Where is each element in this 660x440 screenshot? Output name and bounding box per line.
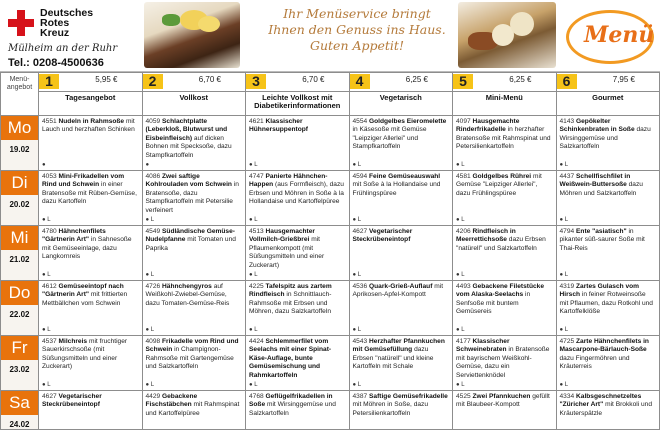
meal-title: Schlemmerfilet vom Seelachs mit einer Spinat-Käse-Auflage, bunte Gemüsemischung und Rahmkartoffeln <box>249 338 332 379</box>
menu-price: 7,95 € <box>612 75 635 84</box>
phone-number: Tel.: 0208-4500636 <box>8 57 104 69</box>
meal-title: Gebackene Fischstäbchen <box>145 393 198 409</box>
menu-number: 2 <box>143 74 163 89</box>
day-row-mo <box>1 116 660 171</box>
meal-cell[interactable] <box>349 391 453 430</box>
meal-title: Milchreis <box>58 338 88 345</box>
meal-code: 4493 <box>456 283 471 290</box>
meal-code: 4424 <box>249 338 264 345</box>
allergen-icons: ● L <box>559 161 569 168</box>
day-cell <box>1 116 39 171</box>
day-abbr: Mo <box>1 116 38 140</box>
meal-cell[interactable] <box>246 391 350 430</box>
meal-description: mit Lauch und herzhaften Schinken <box>42 118 135 134</box>
meal-title: Klassischer Schweinebraten <box>456 338 510 354</box>
menu-name: Vegetarisch <box>349 92 453 116</box>
meal-cell[interactable] <box>453 391 557 430</box>
meal-code: 4437 <box>559 173 575 180</box>
meal-title: Gemüseeintopf nach "Gärtnerin Art" <box>42 283 124 299</box>
meal-description: dazu Wirsinggemüse und Salzkartoffeln <box>559 126 651 151</box>
meal-description: auf dicken Bohnen mit Specksoße, dazu Stampfkartoffeln <box>145 134 232 159</box>
meal-description: mit Soße à la Hollandaise und Frühlingspüree <box>352 181 441 197</box>
allergen-icons: ● L <box>145 271 155 278</box>
meal-cell[interactable] <box>453 116 557 171</box>
meal-title: Zartes Gulasch vom Hirsch <box>559 283 640 299</box>
meal-description: in pikanter süß-saurer Soße mit Thai-Reis <box>559 228 645 252</box>
menu-price: 5,95 € <box>95 75 118 84</box>
day-date: 20.02 <box>9 200 30 209</box>
meal-title: Vegetarischer Steckrübeneintopf <box>352 228 413 244</box>
menu-name: Tagesangebot <box>39 92 143 116</box>
slogan: Ihr Menüservice bringt Ihnen den Genuss ins Haus. Guten Appetit! <box>268 6 446 53</box>
meal-title: Goldgelbes Rührei <box>472 173 532 180</box>
meal-title: Rindfleisch in Meerrettichsoße <box>456 228 516 244</box>
meal-title: Zwei saftige Kohlrouladen vom Schwein <box>145 173 232 189</box>
meal-title: Goldgelbes Eieromelette <box>369 118 447 125</box>
meal-title: Tafelspitz aus zartem Rindfleisch <box>249 283 332 299</box>
allergen-icons: ● L <box>249 271 258 278</box>
meal-code: 4627 <box>352 228 368 235</box>
meal-code: 4543 <box>352 338 368 345</box>
meal-code: 4086 <box>145 173 161 180</box>
meal-code: 4525 <box>456 393 471 400</box>
allergen-icons: ● L <box>352 271 362 278</box>
allergen-icons: ● L <box>145 216 155 223</box>
meal-cell[interactable] <box>349 281 453 336</box>
meal-cell[interactable] <box>39 336 143 391</box>
allergen-icons: ● L <box>145 381 155 388</box>
allergen-icons: ● L <box>249 161 258 168</box>
meal-description: mit Brokkoli und Kräuterspätzle <box>559 401 653 417</box>
food-photo-meat <box>144 2 240 68</box>
meal-description: dazu Erbsen "natürell" und kleine Kartoffeln mit Schale <box>352 346 434 371</box>
drk-logo <box>6 6 136 69</box>
menu-name: Mini-Menü <box>453 92 557 116</box>
allergen-icons: ● L <box>42 326 51 333</box>
allergen-icons: ● L <box>42 381 51 388</box>
meal-description: (aus Formfleisch), dazu Erbsen und Möhren in Soße à la Hollandaise und Kartoffelpüree <box>249 181 344 206</box>
meal-description: in einer Bratensoße mit Rüben-Gemüse, dazu Kartoffeln <box>42 181 137 206</box>
menu-2-header <box>142 73 246 92</box>
meal-title: Frikadelle vom Rind und Schwein <box>145 338 239 354</box>
allergen-icons: ● L <box>42 216 51 223</box>
meal-title: Hausgemachter Vollmilch-Grießbrei <box>249 228 315 244</box>
day-abbr: Di <box>1 171 38 195</box>
menu-number: 6 <box>557 74 577 89</box>
menue-badge: Menü <box>566 4 654 66</box>
meal-code: 4143 <box>559 118 575 125</box>
allergen-icons: ● L <box>249 326 258 333</box>
menu-name: Gourmet <box>556 92 660 116</box>
meal-title: Feine Gemüseauswahl <box>369 173 441 180</box>
meal-description: mit Gemüse "Leipziger Allerlei", dazu Frühlingspüree <box>456 173 542 197</box>
day-cell <box>1 281 39 336</box>
meal-code: 4780 <box>42 228 57 235</box>
meal-cell[interactable] <box>246 281 350 336</box>
header <box>0 0 660 72</box>
day-row-mi <box>1 226 660 281</box>
meal-title: Klassischer Hühnersuppentopf <box>249 118 308 134</box>
allergen-icons: ● L <box>352 216 362 223</box>
allergen-icons: ● L <box>352 161 362 168</box>
menu-offer-label: Menü-angebot <box>1 73 39 116</box>
org-name: Deutsches Rotes Kreuz <box>40 7 94 39</box>
menu-price: 6,70 € <box>198 75 221 84</box>
meal-title: Schellfischfilet in Weißwein-Buttersoße <box>559 173 631 189</box>
city-name: Mülheim an der Ruhr <box>8 43 118 54</box>
meal-code: 4387 <box>352 393 368 400</box>
meal-title: Hähnchengyros <box>162 283 212 290</box>
meal-code: 4768 <box>249 393 264 400</box>
meal-description: mit Wirsinggemüse und Salzkartoffeln <box>249 401 336 417</box>
meal-cell[interactable] <box>453 226 557 281</box>
allergen-icons: ● <box>42 161 46 168</box>
meal-code: 4319 <box>559 283 575 290</box>
meal-cell[interactable] <box>349 226 453 281</box>
meal-description: mit Tomaten und Paprika <box>145 236 236 252</box>
meal-title: Geflügelfrikadellen in Soße <box>249 393 333 409</box>
meal-cell[interactable] <box>142 391 246 430</box>
meal-code: 4747 <box>249 173 264 180</box>
day-row-sa <box>1 391 660 430</box>
meal-cell[interactable] <box>453 336 557 391</box>
meal-description: dazu Erbsen "natürell" und Salzkartoffeln <box>456 236 546 252</box>
meal-code: 4429 <box>145 393 161 400</box>
menu-number: 4 <box>350 74 370 89</box>
meal-code: 4726 <box>145 283 161 290</box>
day-row-di <box>1 171 660 226</box>
meal-title: Südländische Gemüse-Nudelpfanne <box>145 228 235 244</box>
day-cell <box>1 336 39 391</box>
menu-price: 6,25 € <box>509 75 532 84</box>
meal-cell[interactable] <box>142 116 246 171</box>
meal-code: 4059 <box>145 118 161 125</box>
allergen-icons: ● L <box>352 381 362 388</box>
meal-title: Zarte Hähnchenfilets in Mascarpone-Bärlauch-Soße <box>559 338 649 354</box>
meal-cell[interactable] <box>349 116 453 171</box>
day-cell <box>1 226 39 281</box>
meal-cell[interactable] <box>453 281 557 336</box>
meal-title: Gebackene Filetstücke vom Alaska-Seelachs <box>456 283 544 299</box>
day-abbr: Do <box>1 281 38 305</box>
day-cell <box>1 391 39 430</box>
menu-1-header <box>39 73 143 92</box>
meal-title: Quark-Grieß-Auflauf <box>369 283 433 290</box>
menu-5-header <box>453 73 557 92</box>
meal-title: Mini-Frikadellen vom Rind und Schwein <box>42 173 125 189</box>
meal-description: in herzhafter Bratensoße mit Rahmspinat und Petersilienkartoffeln <box>456 126 551 151</box>
allergen-icons: ● L <box>456 271 465 278</box>
meal-code: 4334 <box>559 393 575 400</box>
meal-title: Kalbsgeschnetzeltes "Züricher Art" <box>559 393 642 409</box>
meal-cell[interactable] <box>556 171 660 226</box>
meal-code: 4225 <box>249 283 264 290</box>
menu-3-header <box>246 73 350 92</box>
menu-name: Leichte Vollkost mit Diabetikerinformationen <box>246 92 350 116</box>
meal-cell[interactable] <box>39 281 143 336</box>
meal-code: 4098 <box>145 338 161 345</box>
menu-table <box>0 72 660 430</box>
meal-cell[interactable] <box>556 391 660 430</box>
meal-title: Ente "asiatisch" <box>576 228 627 235</box>
meal-code: 4549 <box>145 228 161 235</box>
meal-description: in Schnittlauch-Rahmsoße mit Erbsen und Möhren, dazu Salzkartoffeln <box>249 291 332 316</box>
meal-description: gefüllt mit Blaubeer-Kompott <box>456 393 550 409</box>
meal-title: Panierte Hähnchen-Happen <box>249 173 328 189</box>
meal-description: mit Pflaumenkompott (mit Süßungsmitteln und einer Zuckerart) <box>249 236 325 269</box>
meal-code: 4097 <box>456 118 471 125</box>
meal-title: Herzhafter Pfannkuchen mit Gemüsefüllung <box>352 338 445 354</box>
meal-description: in feiner Rotweinsoße mit Pflaumen, dazu Rotkohl und Kartoffelklöße <box>559 291 653 316</box>
menu-4-header <box>349 73 453 92</box>
meal-description: mit Aprikosen-Apfel-Kompott <box>352 283 444 299</box>
meal-cell[interactable] <box>246 336 350 391</box>
meal-code: 4536 <box>352 283 368 290</box>
menu-name: Vollkost <box>142 92 246 116</box>
meal-code: 4053 <box>42 173 57 180</box>
meal-code: 4537 <box>42 338 57 345</box>
meal-description: mit fruchtiger Sauerkirschsoße (mit Süßungsmitteln und einer Zuckerart) <box>42 338 128 371</box>
meal-code: 4594 <box>352 173 368 180</box>
day-date: 23.02 <box>9 365 30 374</box>
day-row-fr <box>1 336 660 391</box>
day-date: 24.02 <box>9 420 30 429</box>
day-cell <box>1 171 39 226</box>
meal-cell[interactable] <box>142 171 246 226</box>
meal-code: 4621 <box>249 118 264 125</box>
allergen-icons: ● L <box>456 216 465 223</box>
menu-number: 1 <box>39 74 59 89</box>
meal-cell[interactable] <box>142 336 246 391</box>
menu-number: 5 <box>453 74 473 89</box>
allergen-icons: ● L <box>145 326 155 333</box>
meal-title: Hähnchenfilets "Gärtnerin Art" <box>42 228 106 244</box>
meal-cell[interactable] <box>246 226 350 281</box>
day-date: 21.02 <box>9 255 30 264</box>
day-abbr: Mi <box>1 226 38 250</box>
meal-cell[interactable] <box>39 116 143 171</box>
allergen-icons: ● L <box>456 161 465 168</box>
meal-code: 4206 <box>456 228 471 235</box>
meal-description: in Bratensoße, dazu Stampfkartoffeln mit Petersilie verfeinert <box>145 181 239 214</box>
day-abbr: Fr <box>1 336 38 360</box>
meal-cell[interactable] <box>556 281 660 336</box>
meal-cell[interactable] <box>246 116 350 171</box>
meal-cell[interactable] <box>39 226 143 281</box>
meal-cell[interactable] <box>39 391 143 430</box>
meal-code: 4177 <box>456 338 471 345</box>
meal-title: Zwei Pfannkuchen <box>472 393 531 400</box>
meal-code: 4551 <box>42 118 57 125</box>
day-date: 19.02 <box>9 145 30 154</box>
allergen-icons: ● L <box>456 381 465 388</box>
meal-title: Schlachtplatte (Leberkloß, Blutwurst und Eisbeinfleisch) <box>145 118 228 142</box>
red-cross-icon <box>8 10 34 36</box>
meal-cell[interactable] <box>142 281 246 336</box>
meal-cell[interactable] <box>39 171 143 226</box>
meal-code: 4612 <box>42 283 57 290</box>
meal-description: in Champignon-Rahmsoße mit Gartengemüse und Salzkartoffeln <box>145 346 234 371</box>
meal-cell[interactable] <box>556 116 660 171</box>
allergen-icons: ● L <box>559 271 569 278</box>
meal-description: mit frittierten Mettbällchen vom Schwein <box>42 291 128 307</box>
meal-description: mit Möhren in Soße, dazu Petersilienkartoffeln <box>352 401 428 417</box>
allergen-icons: ● L <box>559 216 569 223</box>
allergen-icons: ● L <box>352 326 362 333</box>
day-date: 22.02 <box>9 310 30 319</box>
meal-cell[interactable] <box>349 336 453 391</box>
menu-number: 3 <box>246 74 266 89</box>
meal-description: in Sahnesoße mit Gemüseeinlage, dazu Langkornreis <box>42 236 132 261</box>
day-row-do <box>1 281 660 336</box>
meal-cell[interactable] <box>556 336 660 391</box>
meal-title: Saftige Gemüsefrikadelle <box>369 393 448 400</box>
menu-6-header <box>556 73 660 92</box>
allergen-icons: ● L <box>42 271 51 278</box>
meal-code: 4581 <box>456 173 471 180</box>
meal-code: 4794 <box>559 228 575 235</box>
meal-code: 4554 <box>352 118 368 125</box>
meal-description: auf Weißkohl-Zwiebel-Gemüse, dazu Tomaten-Gemüse-Reis <box>145 283 230 307</box>
menu-price: 6,70 € <box>302 75 325 84</box>
day-abbr: Sa <box>1 391 38 415</box>
meal-code: 4513 <box>249 228 264 235</box>
meal-cell[interactable] <box>349 171 453 226</box>
allergen-icons: ● L <box>559 381 569 388</box>
meal-cell[interactable] <box>142 226 246 281</box>
allergen-icons: ● L <box>249 381 258 388</box>
allergen-icons: ● L <box>456 326 465 333</box>
meal-title: Hausgemachte Rinderfrikadelle <box>456 118 520 134</box>
menu-price: 6,25 € <box>405 75 428 84</box>
meal-code: 4725 <box>559 338 575 345</box>
meal-description: in Käsesoße mit Gemüse "Leipziger Allerlei" und Stampfkartoffeln <box>352 126 427 151</box>
meal-title: Nudeln in Rahmsoße <box>58 118 125 125</box>
food-photo-dumplings <box>458 2 556 68</box>
meal-description: in Senfsoße mit buntem Gemüsereis <box>456 291 531 316</box>
meal-cell[interactable] <box>556 226 660 281</box>
meal-cell[interactable] <box>246 171 350 226</box>
meal-description: dazu Möhren und Salzkartoffeln <box>559 181 643 197</box>
allergen-icons: ● L <box>249 216 258 223</box>
allergen-icons: ● L <box>559 326 569 333</box>
meal-title: Gepökelter Schinkenbraten in Soße <box>559 118 635 134</box>
meal-code: 4627 <box>42 393 57 400</box>
meal-title: Vegetarischer Steckrübeneintopf <box>42 393 102 409</box>
meal-description: dazu Fingermöhren und Kräuterreis <box>559 354 630 371</box>
meal-description: in Bratensoße mit bayrischem Weißkohl-Gemüse, dazu ein Serviettenknödel <box>456 346 550 379</box>
meal-description: mit Rahmspinat und Kartoffelpüree <box>145 401 240 417</box>
meal-cell[interactable] <box>453 171 557 226</box>
allergen-icons: ● <box>145 161 150 168</box>
